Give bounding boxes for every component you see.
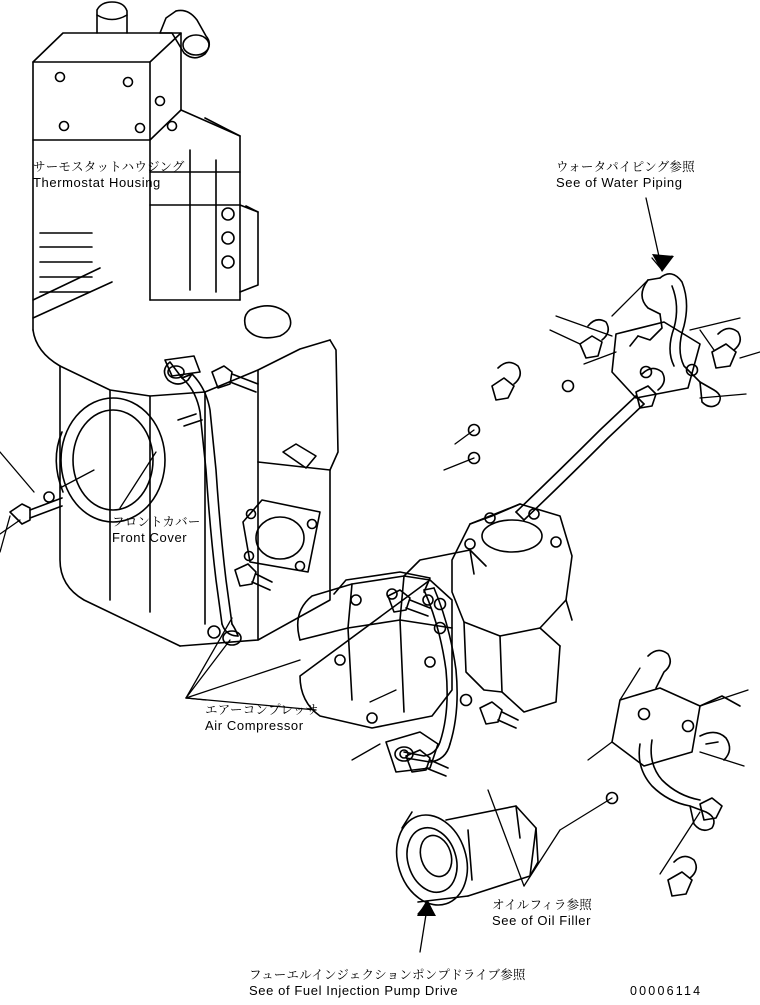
label-front-cover-jp: フロントカバー xyxy=(112,515,201,529)
front-cover-body xyxy=(56,306,338,646)
coolant-tube-left xyxy=(164,362,241,645)
fastener-group-lower-right xyxy=(607,650,723,896)
label-thermostat-housing xyxy=(33,160,185,190)
oil-tube-lower xyxy=(386,588,457,772)
fastener-group-cover-lower xyxy=(208,564,272,638)
arrowheads xyxy=(417,254,674,916)
label-see-of-water-piping-jp: ウォータパイピング参照 xyxy=(556,160,695,174)
compressor-head-body xyxy=(452,504,572,712)
label-see-of-fuel-injection-pump-drive-en: See of Fuel Injection Pump Drive xyxy=(249,982,459,998)
fastener-group-compressor-bottom xyxy=(406,695,518,777)
label-see-of-oil-filler-en: See of Oil Filler xyxy=(492,912,592,928)
label-thermostat-housing-jp: サーモスタットハウジング xyxy=(33,160,185,174)
label-see-of-water-piping xyxy=(556,160,695,190)
label-front-cover xyxy=(112,515,201,545)
label-air-compressor xyxy=(205,703,318,733)
label-see-of-oil-filler-jp: オイルフィラ参照 xyxy=(492,898,592,912)
label-see-of-fuel-injection-pump-drive xyxy=(249,968,526,998)
drawing-part-number: 00006114 xyxy=(630,984,703,998)
air-tube-upper xyxy=(516,396,644,520)
label-air-compressor-jp: エアーコンプレッサ xyxy=(205,703,319,717)
label-air-compressor-en: Air Compressor xyxy=(205,717,304,733)
label-see-of-oil-filler xyxy=(492,898,592,928)
label-see-of-water-piping-en: See of Water Piping xyxy=(556,174,683,190)
label-see-of-fuel-injection-pump-drive-jp: フューエルインジェクションポンプドライブ参照 xyxy=(249,968,526,982)
water-piping-hose xyxy=(612,274,720,407)
fastener-group-left xyxy=(10,492,62,524)
label-thermostat-housing-en: Thermostat Housing xyxy=(33,174,161,190)
label-front-cover-en: Front Cover xyxy=(112,529,188,545)
